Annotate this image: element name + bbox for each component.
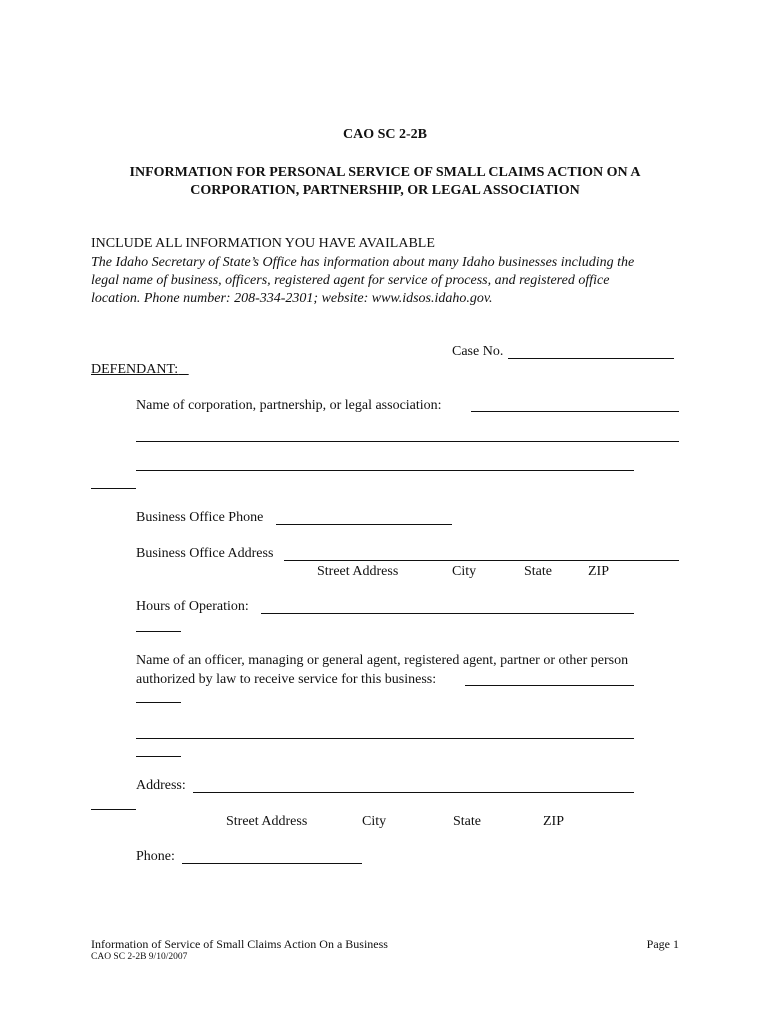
info-line-2: legal name of business, officers, registered agent for service of process, and registered office: [91, 273, 610, 288]
include-heading: INCLUDE ALL INFORMATION YOU HAVE AVAILABLE: [91, 236, 435, 251]
info-line-1: The Idaho Secretary of State’s Office has information about many Idaho businesses including the: [91, 255, 635, 270]
address-label: Address:: [136, 778, 186, 793]
address2-col-zip: ZIP: [543, 814, 564, 829]
corp-name-field-3[interactable]: [136, 470, 634, 471]
address-col-street: Street Address: [317, 564, 399, 579]
hours-field-1[interactable]: [261, 613, 634, 614]
agent-line-1: Name of an officer, managing or general agent, registered agent, partner or other person: [136, 653, 629, 668]
case-no-label: Case No.: [452, 344, 504, 359]
hours-label: Hours of Operation:: [136, 599, 249, 614]
address2-col-street: Street Address: [226, 814, 308, 829]
address-col-city: City: [452, 564, 477, 579]
corp-name-label: Name of corporation, partnership, or legal association:: [136, 398, 442, 413]
agent-field-3[interactable]: [136, 738, 634, 739]
phone-field[interactable]: [182, 863, 362, 864]
title-line-1: INFORMATION FOR PERSONAL SERVICE OF SMALL CLAIMS ACTION ON A: [129, 165, 641, 180]
phone-label: Phone:: [136, 849, 175, 864]
address-field-2[interactable]: [91, 809, 136, 810]
office-phone-label: Business Office Phone: [136, 510, 264, 525]
footer-title: Information of Service of Small Claims Action On a Business: [91, 937, 388, 951]
agent-field-4[interactable]: [136, 756, 181, 757]
address2-col-city: City: [362, 814, 387, 829]
corp-name-field-2[interactable]: [136, 441, 679, 442]
office-address-label: Business Office Address: [136, 546, 274, 561]
agent-line-2: authorized by law to receive service for this business:: [136, 672, 437, 687]
address2-col-state: State: [453, 814, 481, 829]
address-field[interactable]: [193, 792, 634, 793]
corp-name-field-1[interactable]: [471, 411, 679, 412]
agent-field-1[interactable]: [465, 685, 634, 686]
hours-field-2[interactable]: [136, 631, 181, 632]
footer-page: Page 1: [646, 937, 679, 951]
defendant-label: DEFENDANT:: [91, 362, 179, 377]
corp-name-field-4[interactable]: [91, 488, 136, 489]
title-line-2: CORPORATION, PARTNERSHIP, OR LEGAL ASSOCIATION: [190, 183, 580, 198]
office-phone-field[interactable]: [276, 524, 452, 525]
address-col-zip: ZIP: [588, 564, 609, 579]
info-line-3: location. Phone number: 208-334-2301; website: www.idsos.idaho.gov.: [91, 291, 493, 306]
footer-code-date: CAO SC 2-2B 9/10/2007: [91, 952, 188, 962]
address-col-state: State: [524, 564, 552, 579]
form-code: CAO SC 2-2B: [342, 127, 427, 142]
agent-field-2[interactable]: [136, 702, 181, 703]
office-address-field[interactable]: [284, 560, 679, 561]
case-no-field[interactable]: [508, 358, 674, 359]
